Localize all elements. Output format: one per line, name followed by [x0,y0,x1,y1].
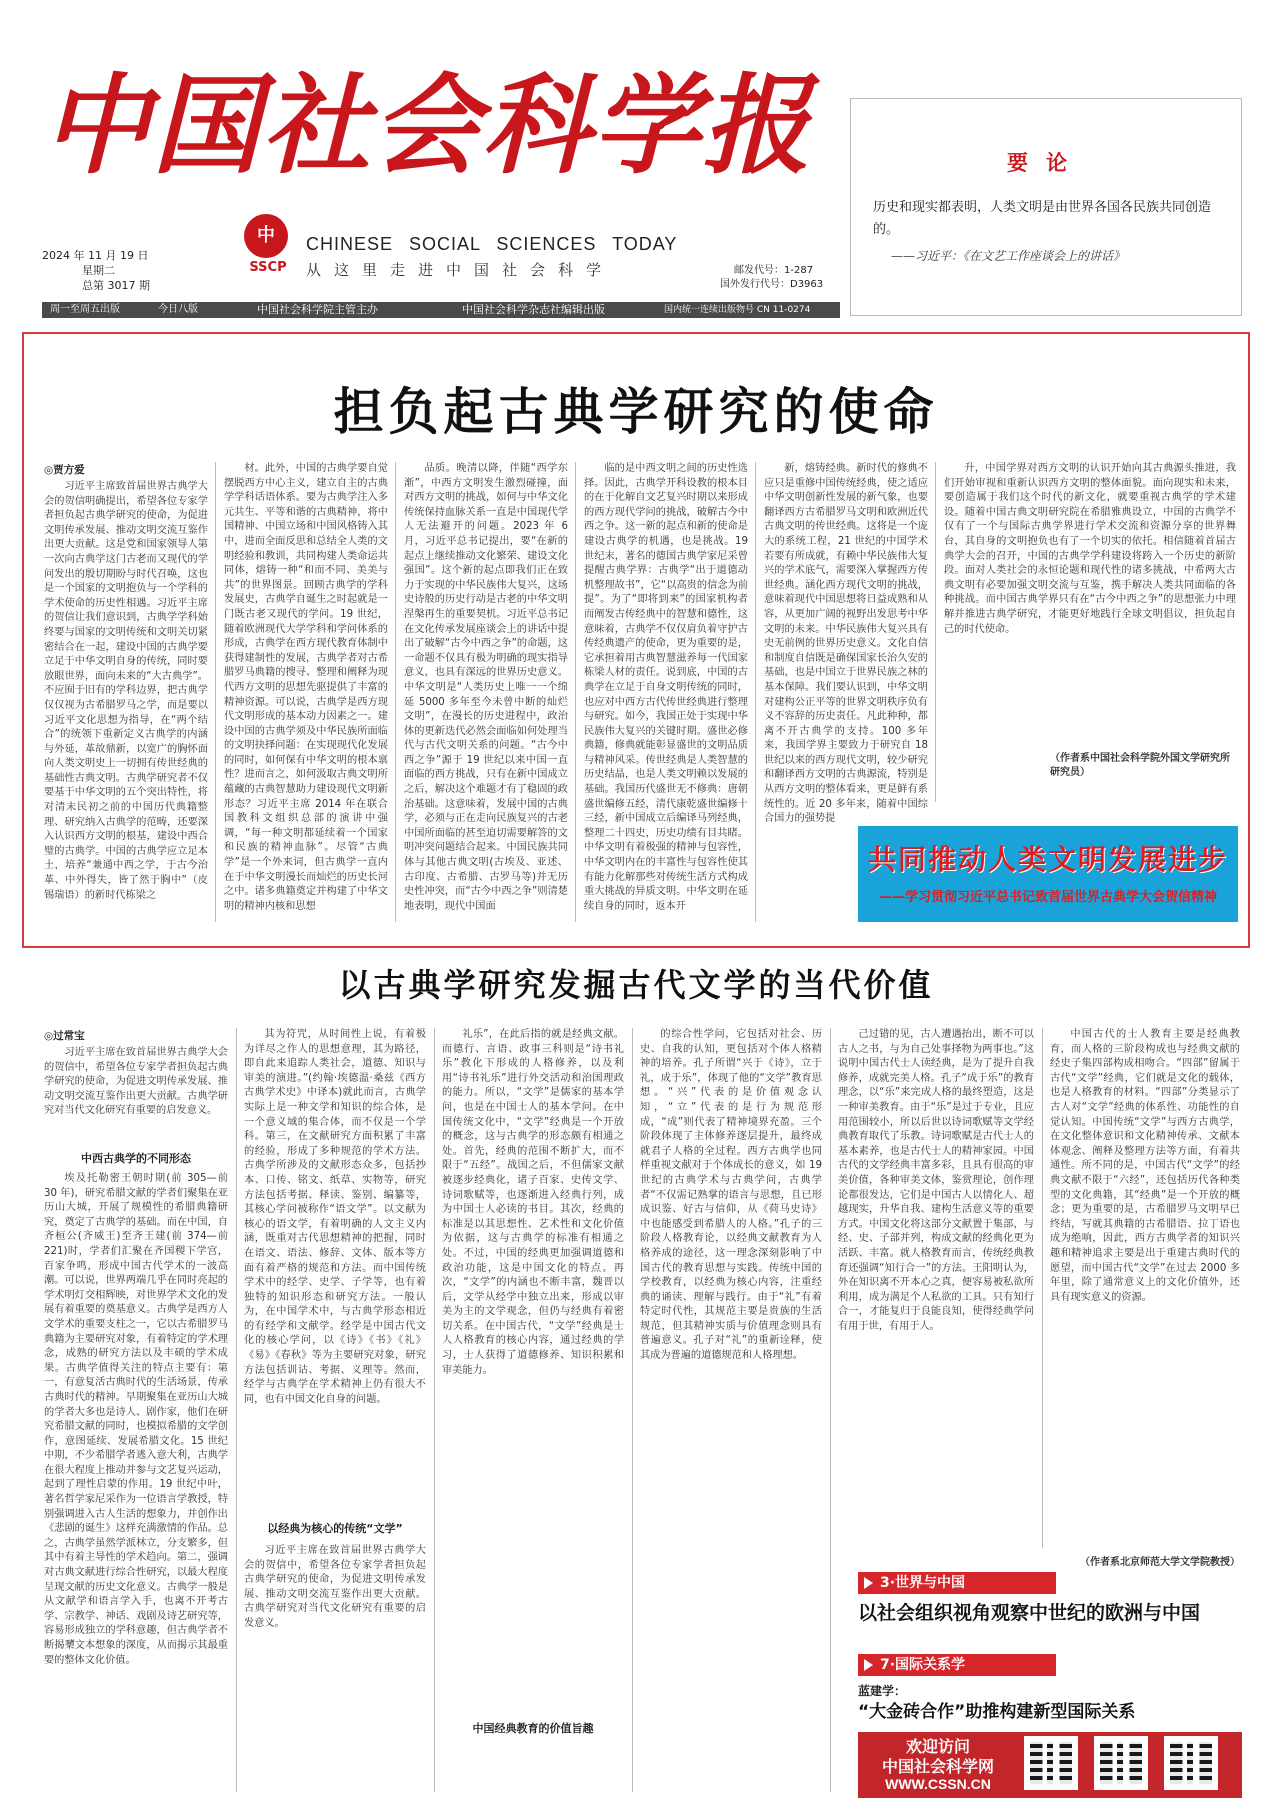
lead-article-affiliation: （作者系中国社会科学院外国文学研究所研究员） [1050,753,1230,778]
lead-column-6: 升，中国学界对西方文明的认识开始向其古典源头推进，我们开始审视和重新认识西方文明的整体面貌。面向现实和未来，要创造属于我们这个时代的新文化，就要重视古典学的学术建设。随着中国古典文明研究院在希腊雅典设立，中国的古典学不仅有了一个与国际古典学界进行学术交流和资源分享的世界舞台，其自身的文明抱负也有了一个切实的依托。相信随着首届古典学大会的召开，中国的古典学学科建设将跨入一个历史的新阶段。面对人类社会的永恒论题和现代性的诸多挑战，中希两大古典文明有必要加强文明交流与互鉴，携手解决人类共同面临的各种挑战。而中国古典学界只有在“古今中西之争”的思想张力中理解并推进古典学研究，才能更好地践行全球文明倡议，担负起自己的时代使命。 [944,463,1236,635]
column-divider [1042,1028,1043,1548]
foreign-code: 国外发行代号：D3963 [720,279,824,290]
ad-site-name: 中国社会科学网 [881,1757,994,1776]
lead-column-5: 新，熔铸经典。新时代的修典不应只是重修中国传统经典，使之适应中华文明创新性发展的新气象，也要翻译西方古希腊罗马文明和欧洲近代古典文明的传世经典。这将是一个庞大的系统工程，21 世纪的中国学术若要有所成就，有赖中华民族伟大复兴的学术底气，需要深入掌握西方传世经典。涵化西方现代文明的挑战，意味着现代中国思想将日益成熟和从容，从更加广阔的视野出发思考中华文明的未来。中华民族伟大复兴具有史无前例的世界历史意义。文化自信和制度自信既是确保国家长治久安的基础，也是中国立于世界民族之林的基本保障。我们要认识到，中华文明对建构公正平等的世界文明秩序负有义不容辞的历史责任。凡此种种，都离不开古典学的支持。100 多年来，我国学界主要致力于研究自 18 世纪以来的西方现代文明，较少研究和翻译西方文明的古典源流，特别是从西方文明的整体看来，更是鲜有系统性的。近 20 多年来，随着中国综合国力的强势提 [764,463,928,825]
column-divider [935,462,936,802]
masthead-title: 中国社会科学报 [42,63,813,189]
second-subhead-1: 中西古典学的不同形态 [81,1152,191,1165]
banner-title: 共同推动人类文明发展进步 [867,843,1228,876]
promo-headline-international-relations[interactable] [858,1682,1242,1725]
second-column-2: 其为符咒，从时间性上说，有着极为详尽之作人的思想意理，其为路径，即自此来追踪人类社会，道德、知识与审美的演进。”(约翰·埃德温·桑兹《西方古典学术史》中译本)就此而言，古典学实际上是一种文学和知识的综合体，是一个意义域的集合体，而不仅是一个学科。第三，在文献研究方面积累了丰富的经验，形成了多种规范的学术方法。古典学所涉及的文献形态众多，包括抄本、口传、铭文、纸草、实物等，研究方法包括考据、释读、鉴别、编纂等，其核心学问被称作“语文学”。以文献为核心的语文学，有着明确的人文主义内涵，既重对古代思想精神的把握，同时在语文、语法、修辞、文体、版本等方面有着严格的规范和方法。而中国传统学术中的经学、史学、子学等，也有着独特的知识形态和研究方法。一般认为，在中国学术中，与古典学形态相近的有经学和文献学。经学是中国古代文化的核心学问，以《诗》《书》《礼》《易》《春秋》等为主要研究对象，研究方法包括训诂、考据、义理等。然而，经学与古典学在学术精神上仍有很大不同，也有中国文化自身的问题。 [244,1029,426,1405]
column-divider [215,462,216,922]
issue-info [42,248,150,293]
schedule: 周一至周五出版 [50,304,120,315]
lead-column-1: 习近平主席致首届世界古典学大会的贺信明确提出，希望各位专家学者担负起古典学研究的使命，为促进文明传承发展、推动文明交流互鉴作出更大贡献。这是党和国家领导人第一次向古典学这门古老而又现代的学问发出的殷切期盼与时代召唤，这也是一个国家的文明抱负与一个学科的学术使命的历史性相遇。习近平主席的贺信让我们意识到，古典学学科始终要与国家的文明传统和文明关切紧密结合在一起，建设中国的古典学要立足于中华文明自身的传统，同时要放眼世界，面向未来的“大古典学”。不应囿于旧有的学科边界，把古典学仅仅视为古希腊罗马之学，而是要以习近平文化思想为指导，在“两个结合”的统领下重新定义古典学的内涵与外延，革故鼎新，以宽广的胸怀面向人类文明史上一切拥有传世经典的基础性古典文明。古典学研究者不仅要基于中华文明的五个突出特性，将对清末民初之前的中国历代典籍整理、研究纳入古典学的范畴，还要深入认识西方文明的根基，建设中西合璧的古典学。中国的古典学应立足本土，培养“兼通中西之学，于古今治革、中外得失，皆了然于胸中”（皮锡瑞语）的新时代栋梁之 [44,481,208,901]
second-article-intro: 习近平主席在致首届世界古典学大会的贺信中，希望各位专家学者担负起古典学研究的使命，为促进文明传承发展、推动文明交流互鉴作出更大贡献。古典学研究对当代文化研究有重要的启发意义。 [44,1047,228,1117]
lead-article-author: ◎贾方爱 [44,464,85,476]
column-divider [755,462,756,922]
qr-code-icon [1094,1736,1148,1790]
english-title: CHINESE SOCIAL SCIENCES TODAY [306,234,678,254]
quote-text: 历史和现实都表明，人类文明是由世界各国各民族共同创造的。 [873,200,1212,237]
sponsor-1: 中国社会科学院主管主办 [257,303,378,316]
promo-block-2 [858,1574,859,1575]
column-divider [575,462,576,922]
quote-source: ——习近平：《在文艺工作座谈会上的讲话》 [891,249,1126,263]
column-divider [434,1028,435,1792]
promo-author: 蓝建学： [858,1684,907,1698]
sscp-logo [240,214,296,282]
cssn-ad[interactable] [858,1732,1242,1798]
pages-today: 今日八版 [158,304,198,315]
second-article-affiliation: （作者系北京师范大学文学院教授） [1080,1557,1240,1568]
ad-url[interactable]: WWW.CSSN.CN [885,1776,991,1792]
lead-column-3: 品质。晚清以降，伴随“西学东渐”，中西方文明发生激烈碰撞，面对西方文明的挑战，如何与中华文化传统保持血脉关系一直是中国现代学人无法避开的问题。2023 年 6 月，习近平总书记提出，要“在新的起点上继续推动文化繁荣、建设文化强国”。这个新的起点即我们正在致力于实现的中华民族伟大复兴，这场史诗般的历史行动是古老的中华文明涅槃再生的重要契机。习近平总书记在文化传承发展座谈会上的讲话中提出了破解“古今中西之争”的命题，这一命题不仅具有极为明确的现实指导意义，也具有深远的世界历史意义。中华文明是“人类历史上唯一一个绵延 5000 多年至今未曾中断的灿烂文明”，在漫长的历史进程中，政治体的更新迭代必然会面临如何处理当代与古代文明关系的问题。“古今中西之争”源于 19 世纪以来中国一直面临的西方挑战，只有在新中国成立之后，解决这个难题才有了稳固的政治基础。这意味着，发展中国的古典学，必须与正在走向民族复兴的古老中国所面临的甚至迫切需要解答的文明冲突问题结合起来。中国民族共同体与其他古典文明(古埃及、亚述、古印度、古希腊、古罗马等)并无历史性冲突，而“古今中西之争”则清楚地表明，现代中国面 [404,463,568,912]
second-column-6: 中国古代的士人教育主要是经典教育，而人格的三阶段构成也与经典文献的经史子集四部构成相吻合。“四部”留属于古代“文学”经典，它们就是文化的载体，也是人格教育的材料。“四部”分类显示了古人对“文学”经典的体系性、功能性的自觉认知。中国传统“文学”与西方古典学，在文化整体意识和文化精神传承、文献本体观念、阐释及整理方法等方面，有着共通性。所不同的是，中国古代“文学”的经典文献不限于“六经”，还包括历代各种类型的文化典籍，其“经典”是一个开放的概念；更为重要的是，古希腊罗马文明早已终结，写就其典籍的古希腊语、拉丁语也成为绝响，因此，西方古典学者的知识兴趣和精神追求主要是出于重建古典时代的愿望，而中国古代“文学”在过去 2000 多年里，除了通常意义上的文化价值外，还具有现实意义的资源。 [1050,1029,1240,1303]
promo-headline-text: “大金砖合作”助推构建新型国际关系 [858,1702,1136,1722]
qr-code-icon [1164,1736,1218,1790]
second-column-5: 己过错的见，古人遭遇抬出，断不可以古人之书，与为自己处事择物为两事也。”这说明中国古代士人读经典，是为了提升自我修养，成就完美人格。孔子“成于乐”的教育理念，以“乐”来完成人格的最终塑造，这是一种审美教育。由于“乐”是过于专业，且应用范围较小，所以后世以诗词歌赋等文学经典教育取代了乐教。诗词歌赋是古代士人的基本素养，也是古代士人的精神家园。中国古代的文学经典丰富多彩，且具有很高的审美价值，各种审美文体，鉴赏理论，创作理论都很发达，它们是中国古人以情化人、超越现实，升华自我、建构生活意义等的重要方式。中国文化将这部分文献置于集部，与经、史、子部并列，构成文献的经典化更为活跃、丰富。就人格教育而言，传统经典教育还强调“知行合一”的方法。王阳明认为，外在知识离不开本心之真，便容易被私欲所利用，成为满足个人私欲的工具。只有知行合一，才能复归于良能良知，使得经典学问有用于世，有用于人。 [838,1029,1034,1332]
sponsor-bar [42,302,840,318]
column-divider [830,1028,831,1792]
second-subhead-2: 以经典为核心的传统“文学” [267,1522,403,1535]
column-divider [395,462,396,922]
study-banner [858,826,1238,922]
postal-code: 邮发代号：1-287 [734,265,814,276]
second-column-2b: 习近平主席在致首届世界古典学大会的贺信中，希望各位专家学者担负起古典学研究的使命，为促进文明传承发展、推动文明交流互鉴作出更大贡献。古典学研究对当代文化研究有重要的启发意义。 [244,1545,426,1629]
cn-number: 国内统一连续出版物号 CN 11-0274 [664,305,811,315]
second-column-1: 埃及托勒密王朝时期(前 305—前 30 年)，研究希腊文献的学者们聚集在亚历山大城，开展了规模性的希腊典籍研究，奠定了古典学的基础。而在中国，自齐桓公(齐威王)至齐王建(前 374—前 221)时，学者们汇聚在齐国稷下学宫，百家争鸣，形成中国古代学术的一波高潮。可以说，世界两端几乎在同时亮起的学术明灯交相辉映，对世界学术文化的发展有着重要的奠基意义。古典学是西方人文学术的重要支柱之一，它以古希腊罗马典籍为主要研究对象，有着特定的学术理念，成熟的研究方法以及丰硕的学术成果。古典学值得关注的特点主要有：第一，有意复活古典时代的生活场景，传承古典时代的精神。早期聚集在亚历山大城的学者大多也是诗人、剧作家，他们在研究希腊文献的同时，也模拟希腊的文学创作，意图延续、发展希腊文化。15 世纪中期，不少希腊学者逃入意大利，古典学在很大程度上推动并参与文艺复兴运动，起到了理性启蒙的作用。19 世纪中叶，著名哲学家尼采作为一位语言学教授，特别强调进入古人生活的想象力，并创作出《悲剧的诞生》这样充满激情的作品。总之，古典学虽然学派林立，分支繁多，但其中有着主导性的学术趋向。第二，强调对古典文献进行综合性研究，以最大程度呈现文献的历史文化意义。古典学一般是从文献学和语言学入手，也离不开考古学、宗教学、神话、戏剧及诗艺研究等，容易形成独立的学科意趣，但古典学者不断揭櫫文本想象的深度，从而揭示其最重要的整体文化价值。 [44,1173,228,1666]
second-column-4: 的综合性学问，它包括对社会、历史、自我的认知，更包括对个体人格精神的培养。孔子所谓“兴于《诗》，立于礼，成于乐”，体现了他的“文学”教育思想。“兴”代表的是价值观念认知，“立”代表的是行为规范形成，“成”则代表了精神境界充盈。三个阶段体现了主体修养逐层提升，最终成就君子人格的全过程。西方古典学也同样重视文献对于个体成长的意义，如 19 世纪的古典学术与古典学问，古典学者“不仅需记熟掌的语言与思想，且已形成识鉴、好古与信仰，从《荷马史诗》中也能感受到希腊人的人格。”孔子的三阶段人格教育论，以经典文献教育为人格养成的途径，这一理念深刻影响了中国古代的教育思想与实践。传统中国的学校教育，以经典为核心内容，注重经典的诵读、理解与践行。由于“礼”有着特定时代性，其规范主要是贵族的生活规范，但其精神实质与价值理念则具有普遍意义。孔子对“礼”的重新诠释，使其成为普遍的道德规范和人格理想。 [640,1029,822,1362]
ad-welcome: 欢迎访问 [905,1737,970,1756]
second-column-3: 礼乐”，在此后指的就是经典文献。而德行、言语、政事三科则是“诗书礼乐”教化下形成的人格修养，以及利用“诗书礼乐”进行外交活动和治国理政的能力。所以，“文学”是儒家的基本学问，也是在中国士人的基本学问。在中国传统文化中，“文学”经典是一个开放的概念，这与古典学的形态颇有相通之处。首先，经典的范围不断扩大，而不限于“五经”。战国之后，不但儒家文献被逐步经典化，诸子百家、史传文学、诗词歌赋等，也逐渐进入经典行列，成为中国士人必读的书目。其次，经典的标准是以其思想性、艺术性和文化价值为依据，这与古典学的标准有相通之处。不过，中国的经典更加强调道德和政治功能，这是中国文化的特点。再次，“文学”的内涵也不断丰富，魏晋以后，文学从经学中独立出来，形成以审美为主的文学观念，但仍与经典有着密切关系。在中国古代，“文学”经典是士人人格教育的核心内容，通过经典的学习，士人获得了道德修养、知识积累和审美能力。 [442,1029,624,1376]
sponsor-2: 中国社会科学杂志社编辑出版 [462,303,605,316]
lead-column-2: 材。此外，中国的古典学要自觉摆脱西方中心主义，建立自主的古典学学科话语体系。要为古典学注入多元共生、平等和谐的古典精神，将中国精神、中国立场和中国风格铸入其中，进而全面反思和总结全人类的文明经验和教训，共同构建人类命运共同体，熔铸一种“和而不同、美美与共”的世界图景。回顾古典学的学科发展史，古典学自诞生之时起就是一门既古老又现代的学问。19 世纪，随着欧洲现代大学学科和学问体系的形成，古典学在西方现代教育体制中获得建制性的发展，古典学者对古希腊罗马典籍的搜寻、整理和阐释为现代西方文明的思想先驱提供了丰富的精神资源。可以说，古典学是西方现代文明形成的基本动力因素之一。建设中国的古典学须及中华民族所面临的文明抉择问题：在实现现代化发展的同时，如何保有中华文明的根本禀性？进而言之，如何汲取古典文明所蕴藏的古典智慧助力建设现代文明新形态？习近平主席 2014 年在联合国教科文组织总部的演讲中强调，“每一种文明都延续着一个国家和民族的精神血脉”。尽管“古典学”是一个外来词，但古典学一直内在于中华文明漫长而灿烂的历史长河之中。诸多典籍奠定并构建了中华文明的精神内核和思想 [224,463,388,912]
lead-column-4: 临的是中西文明之间的历史性选择。因此，古典学开科设教的根本目的在于化解自文艺复兴时期以来形成的西方现代学问的挑战，破解古今中西之争。这一新的起点和新的使命是建设古典学的机遇，也是挑战。19 世纪末，著名的德国古典学家尼采曾提醒古典学界：古典学“出于道德动机整理故书”，它“以高贵的信念为前提”。为了“即将到来”的国家机构者而阐发古传经典中的智慧和德性，这意味着，古典学不仅仅肩负着守护古传经典遗产的使命，更为重要的是，它承担着用古典智慧滋养每一代国家栋梁人材的责任。说到底，中国的古典学在立足于自身文明传统的同时，也应对中西方古代传世经典进行整理与研究。如今，我国正处于实现中华民族伟大复兴的关键时期。盛世必修典籍，修典就能彰显盛世的文明品质与精神风采。传世经典是人类智慧的历史结晶，也是人类文明赖以发展的基础。我国历代盛世无不修典：唐朝盛世编修五经，清代康乾盛世编修十三经，新中国成立后编译马列经典，整理二十四史，历史功绩有目共睹。中华文明有着极强的精神与包容性，中华文明内在的丰富性与包容性使其有能力化解那些对传统生活方式构成重大挑战的异质文明。中华文明在延续自身的同时，返本开 [584,463,748,912]
publication-codes [720,264,823,292]
quote-heading: 要论 [1007,151,1085,175]
column-divider [236,1028,237,1792]
lead-article-title: 担负起古典学研究的使命 [333,383,939,441]
chinese-slogan: 从这里走进中国社会科学 [306,261,615,279]
banner-subtitle: ——学习贯彻习近平总书记致首届世界古典学大会贺信精神 [878,890,1217,905]
second-subhead-3: 中国经典教育的价值旨趣 [472,1722,594,1735]
quote-box [850,98,1242,316]
issue-date: 2024 年 11 月 19 日 [42,249,149,262]
second-article-title: 以古典学研究发掘古代文学的当代价值 [338,966,934,1004]
column-divider [632,1028,633,1792]
qr-code-icon [1024,1736,1078,1790]
logo-mark-icon: 中 [244,214,288,258]
promo-tag-world-china[interactable]: 3·世界与中国 [858,1572,1056,1594]
issue-weekday: 星期二 [82,264,115,277]
promo-headline-world-china[interactable]: 以社会组织视角观察中世纪的欧洲与中国 [858,1602,1201,1624]
logo-text: SSCP [249,260,287,275]
second-article-author: ◎过常宝 [44,1030,85,1042]
issue-total: 总第 3017 期 [82,279,150,292]
promo-tag-international-relations[interactable]: 7·国际关系学 [858,1654,1056,1676]
